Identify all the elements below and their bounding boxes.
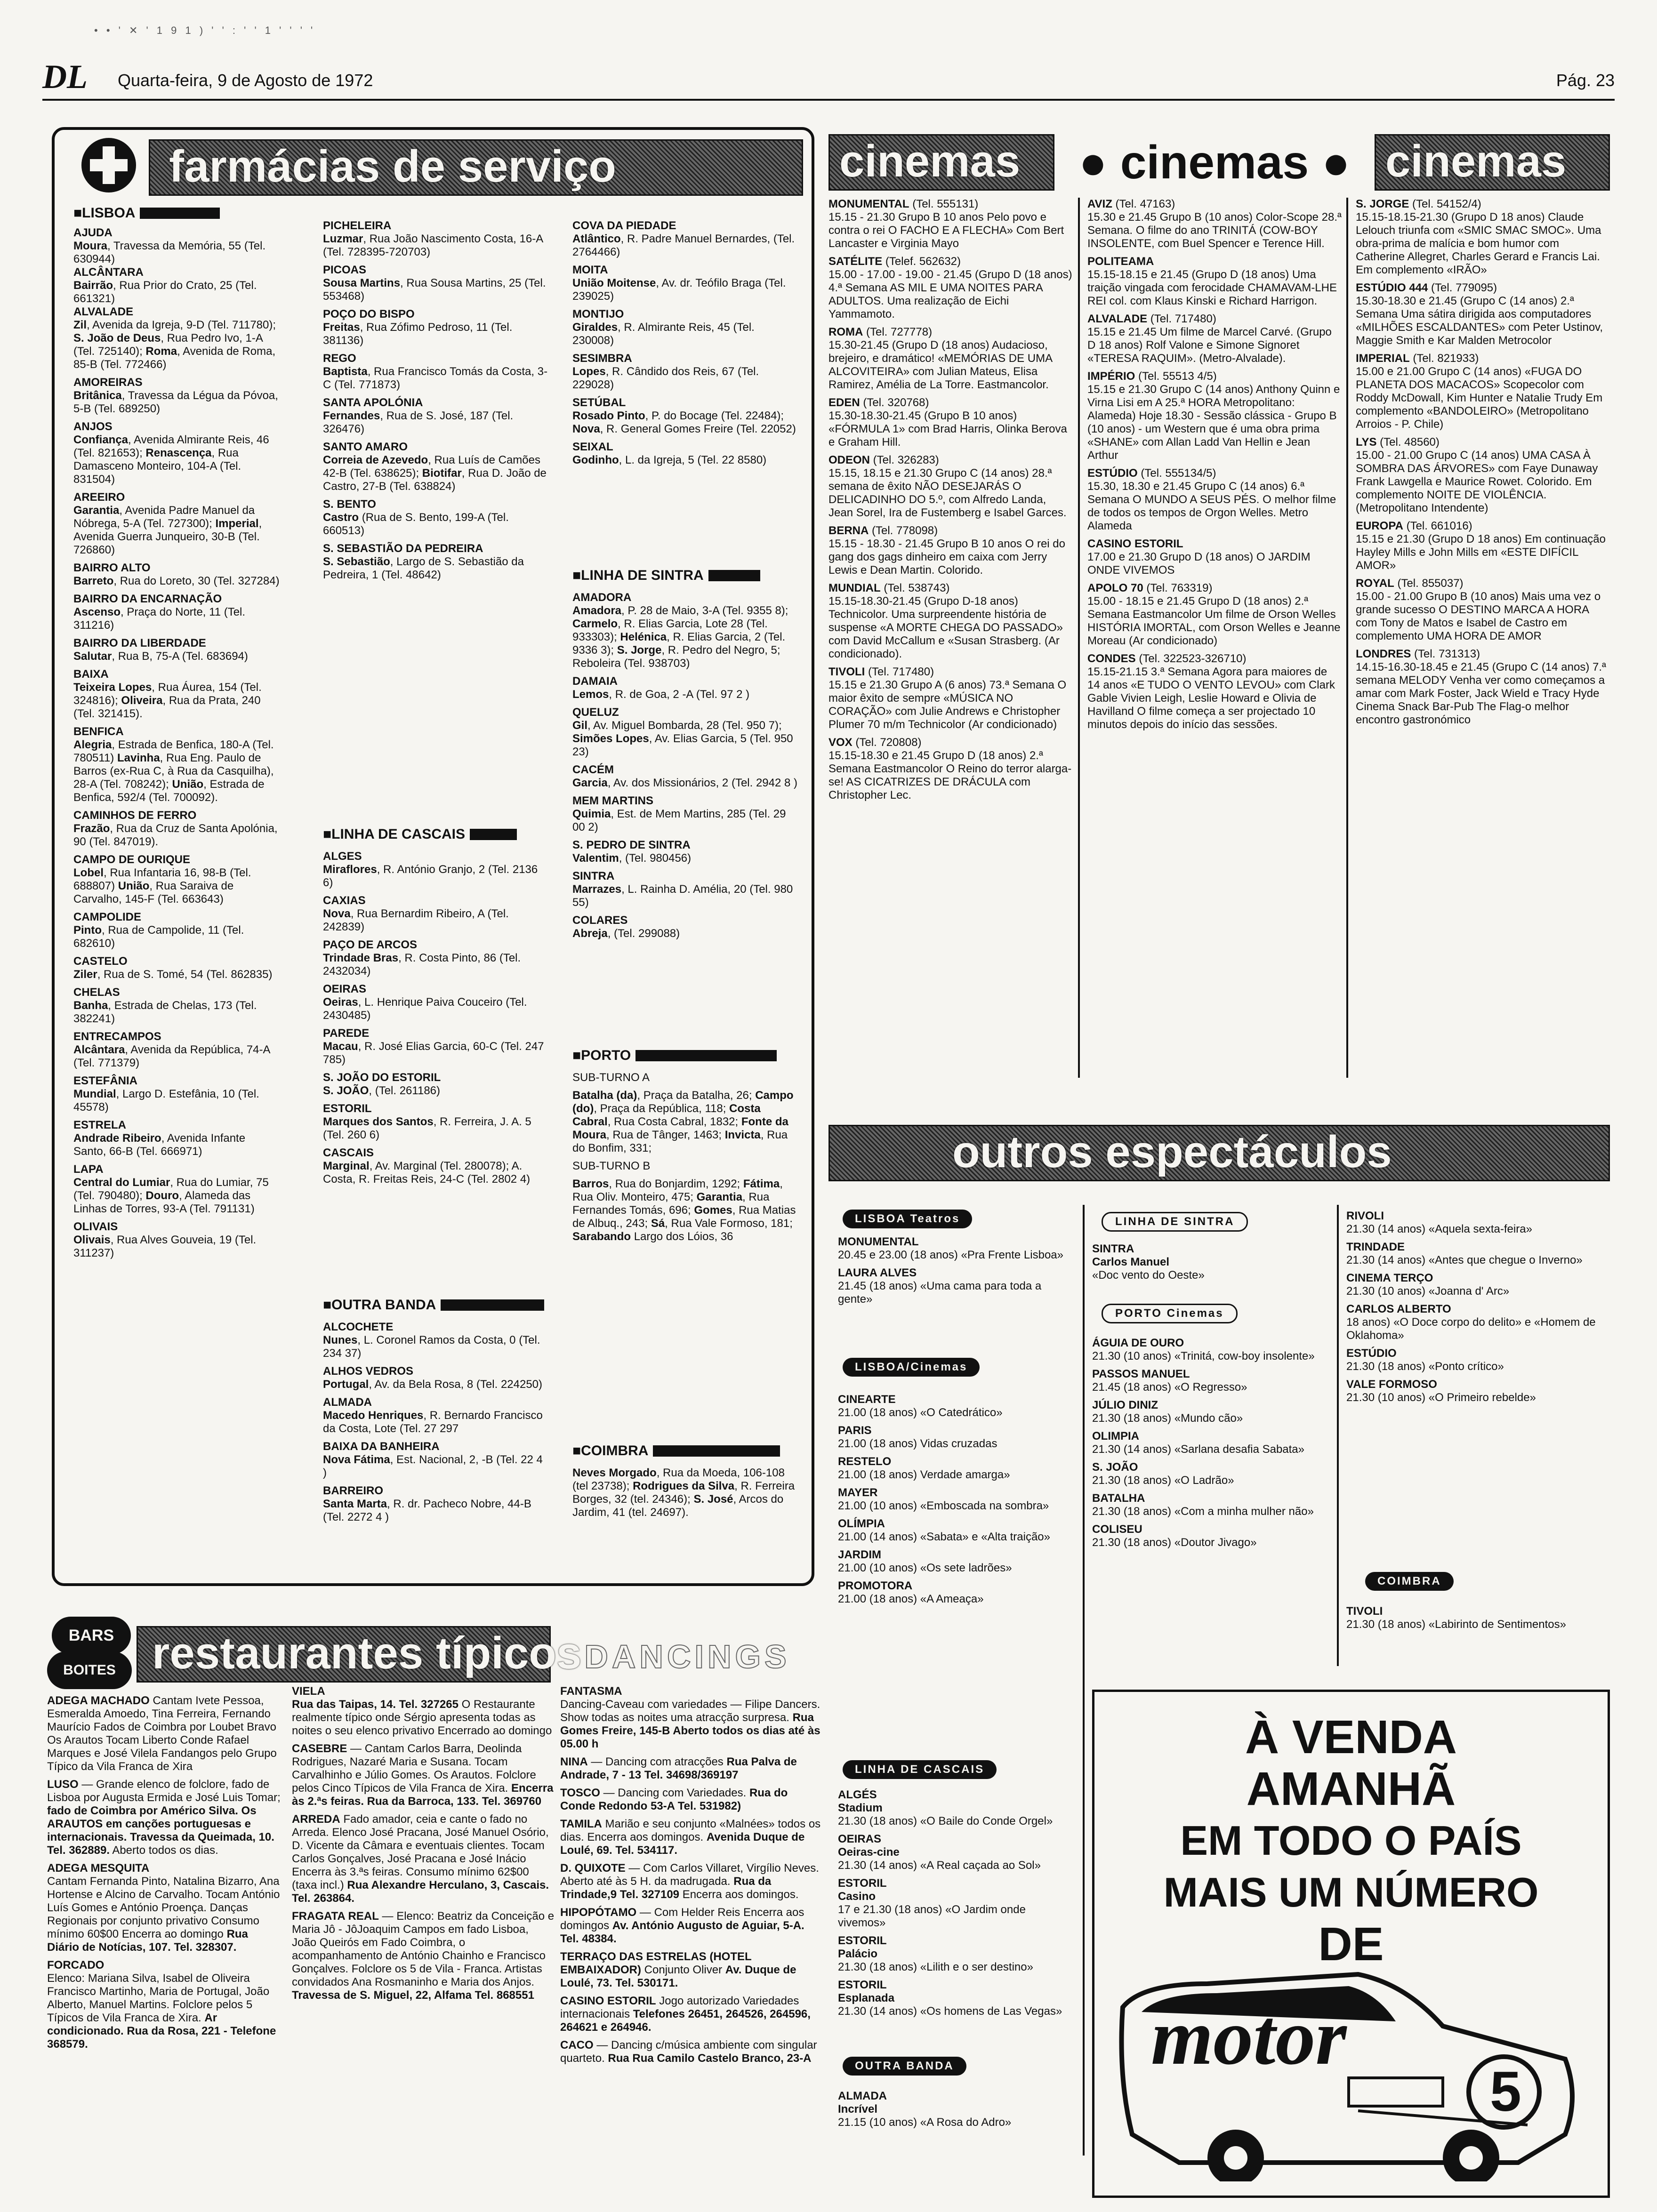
bars-col-1: ADEGA MACHADO Cantam Ivete Pessoa, Esmeralda Amoedo, Tina Ferreira, Fernando Maurício Fados de Coimbra por Loubet Bravo Os Arautos Tocam Liberto Conde Rafael Marques e José Vilela Fandangos pelo Grupo Típico da Vila Franca de Xira LUSO — Grande elenco de folclore, fado de Lisboa por Augusta Ermida e José Luis Tomar; fado de Coimbra por Américo Silva. Os ARAUTOS em canções portuguesas e internacionais. Travessa da Queimada, 10. Tel. 362889. Aberto todos os dias. ADEGA MESQUITA Cantam Fernanda Pinto, Natalina Bizarro, Ana Hortense e Alcino de Carvalho. Tocam António Luís Gomes e António Proença. Danças Regionais por conjunto privativo Consumo mínimo 60$00 Encerra ao domingo Rua Diário de Notícias, 107. Tel. 328307. FORCADO Elenco: Mariana Silva, Isabel de Oliveira Francisco Martinho, Maria de Portugal, João Alberto, Manuel Martins. Folclore pelos 5 Típicos de Vila Franca de Xira. Ar condicionado. Rua da Rosa, 221 - Telefone 368579. [47,1694,281,2051]
farmacias-col-3b: AMADORA Amadora, P. 28 de Maio, 3-A (Tel. 9355 8); Carmelo, R. Elias Garcia, Lote 28 (Tel. 933303); Helénica, R. Elias Garcia, 2 (Tel. 9336 3); S. Jorge, R. Pedro del Negro, 5; Reboleira (Tel. 938703) DAMAIA Lemos, R. de Goa, 2 -A (Tel. 97 2 ) QUELUZ Gil, Av. Miguel Bombarda, 28 (Tel. 950 7); Simões Lopes, Av. Elias Garcia, 5 (Tel. 950 23) CACÉM Garcia, Av. dos Missionários, 2 (Tel. 2942 8 ) MEM MARTINS Quimia, Est. de Mem Martins, 285 (Tel. 29 00 2) S. PEDRO DE SINTRA Valentim, (Tel. 980456) SINTRA Marrazes, L. Rainha D. Amélia, 20 (Tel. 980 55) COLARES Abreja, (Tel. 299088) [572,591,798,940]
pill-coimbra: COIMBRA [1365,1572,1454,1591]
page-date: Quarta-feira, 9 de Agosto de 1972 [118,71,373,90]
page-number: Pág. 23 [1556,71,1615,90]
red-cross-icon [73,135,144,196]
section-outra-banda: ■ OUTRA BANDA [323,1297,544,1313]
outros-col-1b: CINEARTE 21.00 (18 anos) «O Catedrático» PARIS 21.00 (18 anos) Vidas cruzadas RESTELO 21.00 (18 anos) Verdade amarga» MAYER 21.00 (10 anos) «Emboscada na sombra» OLÍMPIA 21.00 (14 anos) «Sabata» e «Alta traição» JARDIM 21.00 (10 anos) «Os sete ladrões» PROMOTORA 21.00 (18 anos) «A Ameaça» [838,1393,1050,1605]
cinemas-divider-2 [1346,198,1348,1078]
outros-col-2b: ÁGUIA DE OURO 21.30 (10 anos) «Trinitá, cow-boy insolente» PASSOS MANUEL 21.45 (18 anos) «O Regresso» JÚLIO DINIZ 21.30 (18 anos) «Mundo cão» OLIMPIA 21.30 (14 anos) «Sarlana desafia Sabata» S. JOÃO 21.30 (18 anos) «O Ladrão» BATALHA 21.30 (18 anos) «Com a minha mulher não» COLISEU 21.30 (18 anos) «Doutor Jivago» [1092,1337,1315,1549]
ad-line-4: MAIS UM NÚMERO [1163,1869,1539,1915]
cinemas-divider-1 [1078,198,1080,1078]
ad-line-3: EM TODO O PAÍS [1180,1817,1522,1864]
newspaper-logo: DL [42,58,88,96]
pill-lisboa-cinemas: LISBOA/Cinemas [843,1358,980,1377]
outros-banner [828,1125,1610,1181]
outros-col-1d: ALMADA Incrível 21.15 (10 anos) «A Rosa do Adro» [838,2090,1012,2129]
farmacias-col-3c: SUB-TURNO A Batalha (da), Praça da Batalha, 26; Campo (do), Praça da República, 118; Costa Cabral, Rua Costa Cabral, 1832; Fonte da Moura, Rua de Tânger, 1463; Invicta, Rua do Bonfim, 331; SUB-TURNO B Barros, Rua do Bonjardim, 1292; Fátima, Rua Oliv. Monteiro, 475; Garantia, Rua Fernandes Tomás, 696; Gomes, Rua Matias de Albuq., 243; Sá, Rua Vale Formoso, 181; Sarabando Largo dos Lóios, 36 [572,1071,796,1243]
outros-col-2a: SINTRA Carlos Manuel «Doc vento do Oeste» [1092,1242,1205,1282]
motor-brand-text: motor [1151,1993,1347,2081]
cinemas-col-2: AVIZ (Tel. 47163) 15.30 e 21.45 Grupo B (10 anos) Color-Scope 28.ª Semana. O filme do ano TRINITÁ (COW-BOY INSOLENTE, com Buel Spencer e Terence Hill. POLITEAMA 15.15-18.15 e 21.45 (Grupo D (18 anos) Uma traição vingada com ferocidade CHAMAVAM-LHE REI col. com Klaus Kinski e Richard Harrigon. ALVALADE (Tel. 717480) 15.15 e 21.45 Um filme de Marcel Carvé. (Grupo D 18 anos) Rolf Valone e Simone Signoret «TERESA RAQUIM». (Metro-Alvalade). IMPÉRIO (Tel. 55513 4/5) 15.15 e 21.30 Grupo C (14 anos) Anthony Quinn e Virna Lisi em A 25.ª HORA Metropolitano: Alameda) Hoje 18.30 - Sessão clássica - Grupo B (10 anos) - um Western que é uma obra prima «SHANE» com Allan Ladd Van Hellin e Jean Arthur ESTÚDIO (Tel. 555134/5) 15.30, 18.30 e 21.45 Grupo C (14 anos) 6.ª Semana O MUNDO A SEUS PÉS. O melhor filme de todos os tempos de Orgon Welles. Metro Alameda CASINO ESTORIL 17.00 e 21.30 Grupo D (18 anos) O JARDIM ONDE VIVEMOS APOLO 70 (Tel. 763319) 15.00 - 18.15 e 21.45 Grupo D (18 anos) 2.ª Semana Eastmancolor Um filme de Orson Welles HISTÓRIA IMORTAL, com Orson Welles e Jeanne Moreau (Ar condicionado) CONDES (Tel. 322523-326710) 15.15-21.15 3.ª Semana Agora para maiores de 14 anos «E TUDO O VENTO LEVOU» com Clark Gable Vivien Leigh, Leslie Howard e Olivia de Havilland O filme começa a ser projectado 10 minutos depois do início das sessões. [1087,198,1342,731]
pill-sintra: LINHA DE SINTRA [1102,1212,1248,1232]
outros-title: outros espectáculos [952,1127,1392,1177]
outros-col-3b: TIVOLI 21.30 (18 anos) «Labirinto de Sentimentos» [1346,1605,1566,1631]
farmacias-col-2c: ALCOCHETE Nunes, L. Coronel Ramos da Costa, 0 (Tel. 234 37) ALHOS VEDROS Portugal, Av. da Bela Rosa, 8 (Tel. 224250) ALMADA Macedo Henriques, R. Bernardo Francisco da Costa, Lote (Tel. 27 297 BAIXA DA BANHEIRA Nova Fátima, Est. Nacional, 2, -B (Tel. 22 4 ) BARREIRO Santa Marta, R. dr. Pacheco Nobre, 44-B (Tel. 2272 4 ) [323,1321,543,1523]
bars-label: BARS [52,1617,131,1654]
restaurantes-banner [137,1626,582,1683]
farmacias-col-1: AJUDA Moura, Travessa da Memória, 55 (Tel. 630944) ALCÂNTARA Bairrão, Rua Prior do Crato, 25 (Tel. 661321) ALVALADE Zil, Avenida da Igreja, 9-D (Tel. 711780); S. João de Deus, Rua Pedro Ivo, 1-A (Tel. 725140); Roma, Avenida de Roma, 85-B (Tel. 772466) AMOREIRAS Britânica, Travessa da Légua da Póvoa, 5-B (Tel. 689250) ANJOS Confiança, Avenida Almirante Reis, 46 (Tel. 821653); Renascença, Rua Damasceno Monteiro, 104-A (Tel. 831504) AREEIRO Garantia, Avenida Padre Manuel da Nóbrega, 5-A (Tel. 727300); Imperial, Avenida Guerra Junqueiro, 30-B (Tel. 726860) BAIRRO ALTO Barreto, Rua do Loreto, 30 (Tel. 327284) BAIRRO DA ENCARNAÇÃO Ascenso, Praça do Norte, 11 (Tel. 311216) BAIRRO DA LIBERDADE Salutar, Rua B, 75-A (Tel. 683694) BAIXA Teixeira Lopes, Rua Áurea, 154 (Tel. 324816); Oliveira, Rua da Prata, 240 (Tel. 321415). BENFICA Alegria, Estrada de Benfica, 180-A (Tel. 780511) Lavinha, Rua Eng. Paulo de Barros (ex-Rua C, à Rua da Casquilha), 28-A (Tel. 708242); União, Estrada de Benfica, 592/4 (Tel. 700092). CAMINHOS DE FERRO Frazão, Rua da Cruz de Santa Apolónia, 90 (Tel. 847019). CAMPO DE OURIQUE Lobel, Rua Infantaria 16, 98-B (Tel. 688807) União, Rua Saraiva de Carvalho, 145-F (Tel. 663643) CAMPOLIDE Pinto, Rua de Campolide, 11 (Tel. 682610) CASTELO Ziler, Rua de S. Tomé, 54 (Tel. 862835) CHELAS Banha, Estrada de Chelas, 173 (Tel. 382241) ENTRECAMPOS Alcântara, Avenida da República, 74-A (Tel. 771379) ESTEFÂNIA Mundial, Largo D. Estefânia, 10 (Tel. 45578) ESTRELA Andrade Ribeiro, Avenida Infante Santo, 66-B (Tel. 666971) LAPA Central do Lumiar, Rua do Lumiar, 75 (Tel. 790480); Douro, Alameda das Linhas de Torres, 93-A (Tel. 791131) OLIVAIS Olivais, Rua Alves Gouveia, 19 (Tel. 311237) [73,226,280,1259]
rally-car-illustration [1113,1956,1584,2181]
pill-outra-banda: OUTRA BANDA [843,2057,966,2076]
boites-label: BOITES [47,1651,132,1689]
scan-marks: • • ' ✕ ' 1 9 1 ) ' ' : ' ' 1 ' ' ' ' [94,24,316,36]
outros-divider-2 [1337,1205,1339,1666]
bars-badge [47,1617,132,1687]
outros-col-3a: RIVOLI 21.30 (14 anos) «Aquela sexta-feira» TRINDADE 21.30 (14 anos) «Antes que chegue o Inverno» CINEMA TERÇO 21.30 (10 anos) «Joanna d' Arc» CARLOS ALBERTO 18 anos) «O Doce corpo do delito» e «Homem de Oklahoma» ESTÚDIO 21.30 (18 anos) «Ponto crítico» VALE FORMOSO 21.30 (10 anos) «O Primeiro rebelde» [1346,1210,1596,1404]
dancings-label: DANCINGS [584,1638,790,1675]
cinemas-col-1: MONUMENTAL (Tel. 555131) 15.15 - 21.30 Grupo B 10 anos Pelo povo e contra o rei O FACHO E A FLECHA» Com Bert Lancaster e Virginia Mayo SATÉLITE (Telef. 562632) 15.00 - 17.00 - 19.00 - 21.45 (Grupo D (18 anos) 4.ª Semana AS MIL E UMA NOITES PARA ADULTOS. Uma realização de Eichi Yammamoto. ROMA (Tel. 727778) 15.30-21.45 (Grupo D (18 anos) Audacioso, brejeiro, e dramático! «MEMÓRIAS DE UMA ALCOVITEIRA» com Julian Mateus, Elisa Ramirez, Amélia de La Torre. Eastmancolor. EDEN (Tel. 320768) 15.30-18.30-21.45 (Grupo B 10 anos) «FÓRMULA 1» com Brad Harris, Olinka Berova e Graham Hill. ODEON (Tel. 326283) 15.15, 18.15 e 21.30 Grupo C (14 anos) 28.ª semana de êxito NÃO DESEJARÁS O DELICADINHO DO 5.º, com Alfredo Landa, Jean Sorel, Ira de Fustemberg e Isabel Garces. BERNA (Tel. 778098) 15.15 - 18.30 - 21.45 Grupo B 10 anos O rei do gang dos gags dinheiro em caixa com Jerry Lewis e Dean Martin. Colorido. MUNDIAL (Tel. 538743) 15.15-18.30-21.45 (Grupo D-18 anos) Technicolor. Uma surpreendente história de suspense «A MORTE CHEGA DO PASSADO» com David McCallum e «Susan Strasberg. (Ar condicionado). TIVOLI (Tel. 717480) 15.15 e 21.30 Grupo A (6 anos) 73.ª Semana O maior êxito de sempre «MÚSICA NO CORAÇÃO» com Julie Andrews e Christopher Plumer 70 m/m Technicolor (Ar condicionado) VOX (Tel. 720808) 15.15-18.30 e 21.45 Grupo D (18 anos) 2.ª Semana Eastmancolor O Reino do terror alarga-se! AS CICATRIZES DE DRÁCULA com Christopher Lec. [828,198,1072,801]
restaurantes-title: restaurantes típicos [152,1628,582,1678]
outros-divider-1 [1083,1205,1085,2156]
farmacias-col-3d: Neves Morgado, Rua da Moeda, 106-108 (tel 23738); Rodrigues da Silva, R. Ferreira Borges, 32 (tel. 24346); S. José, Arcos do Jardim, 41 (tel. 24697). [572,1467,795,1519]
outros-col-1a: MONUMENTAL 20.45 e 23.00 (18 anos) «Pra Frente Lisboa» LAURA ALVES 21.45 (18 anos) «Uma cama para toda a gente» [838,1235,1063,1306]
outros-col-1c: ALGÉS Stadium 21.30 (18 anos) «O Baile do Conde Orgel» OEIRAS Oeiras-cine 21.30 (14 anos) «A Real caçada ao Sol» ESTORIL Casino 17 e 21.30 (18 anos) «O Jardim onde vivemos» ESTORIL Palácio 21.30 (18 anos) «Lilith e o ser destino» ESTORIL Esplanada 21.30 (14 anos) «Os homens de Las Vegas» [838,1788,1062,2018]
pill-lisboa-teatros: LISBOA Teatros [843,1210,972,1228]
farmacias-col-3a: COVA DA PIEDADE Atlântico, R. Padre Manuel Bernardes, (Tel. 2764466) MOITA União Moitense, Av. dr. Teófilo Braga (Tel. 239025) MONTIJO Giraldes, R. Almirante Reis, 45 (Tel. 230008) SESIMBRA Lopes, R. Cândido dos Reis, 67 (Tel. 229028) SETÚBAL Rosado Pinto, P. do Bocage (Tel. 22484); Nova, R. General Gomes Freire (Tel. 22052) SEIXAL Godinho, L. da Igreja, 5 (Tel. 22 8580) [572,219,796,466]
motor-advert [1092,1690,1610,2198]
bars-col-3: FANTASMA Dancing-Caveau com variedades — Filipe Dancers. Show todas as noites uma atracção surpresa. Rua Gomes Freire, 145-B Aberto todos os dias até às 05.00 h NINA — Dancing com atracções Rua Palva de Andrade, 7 - 13 Tel. 34698/369197 TOSCO — Dancing com Variedades. Rua do Conde Redondo 53-A Tel. 531982) TAMILA Marião e seu conjunto «Malnées» todos os dias. Encerra aos domingos. Avenida Duque de Loulé, 69. Tel. 534117. D. QUIXOTE — Com Carlos Villaret, Virgílio Neves. Aberto até às 5 H. da madrugada. Rua da Trindade,9 Tel. 327109 Encerra aos domingos. HIPOPÓTAMO — Com Helder Reis Encerra aos domingos Av. António Augusto de Aguiar, 5-A. Tel. 48384. TERRAÇO DAS ESTRELAS (HOTEL EMBAIXADOR) Conjunto Oliver Av. Duque de Loulé, 73. Tel. 530171. CASINO ESTORIL Jogo autorizado Variedades internacionais Telefones 26451, 264526, 264596, 264621 e 264946. CACO — Dancing c/música ambiente com singular quarteto. Rua Rua Camilo Castelo Branco, 23-A [560,1685,821,2065]
farmacias-box [52,127,814,1586]
section-sintra: ■ LINHA DE SINTRA [572,568,760,584]
section-coimbra: ■ COIMBRA [572,1443,780,1459]
car-number: 5 [1490,2060,1521,2123]
section-cascais: ■ LINHA DE CASCAIS [323,826,517,842]
pill-cascais: LINHA DE CASCAIS [843,1760,997,1779]
farmacias-banner [149,139,803,196]
section-lisboa: ■ LISBOA [73,205,220,221]
farmacias-col-2a: PICHELEIRA Luzmar, Rua João Nascimento Costa, 16-A (Tel. 728395-720703) PICOAS Sousa Martins, Rua Sousa Martins, 25 (Tel. 553468) POÇO DO BISPO Freitas, Rua Zófimo Pedroso, 11 (Tel. 381136) REGO Baptista, Rua Francisco Tomás da Costa, 3-C (Tel. 771873) SANTA APOLÓNIA Fernandes, Rua de S. José, 187 (Tel. 326476) SANTO AMARO Correia de Azevedo, Rua Luís de Camões 42-B (Tel. 638625); Biotifar, Rua D. João de Castro, 27-B (Tel. 638824) S. BENTO Castro (Rua de S. Bento, 199-A (Tel. 660513) S. SEBASTIÃO DA PEDREIRA S. Sebastião, Largo de S. Sebastião da Pedreira, 1 (Tel. 48642) [323,219,548,581]
cinemas-title: ● cinemas ● [1078,136,1351,189]
farmacias-col-2b: ALGES Miraflores, R. António Granjo, 2 (Tel. 2136 6) CAXIAS Nova, Rua Bernardim Ribeiro, A (Tel. 242839) PAÇO DE ARCOS Trindade Bras, R. Costa Pinto, 86 (Tel. 2432034) OEIRAS Oeiras, L. Henrique Paiva Couceiro (Tel. 2430485) PAREDE Macau, R. José Elias Garcia, 60-C (Tel. 247 785) S. JOÃO DO ESTORIL S. JOÃO, (Tel. 261186) ESTORIL Marques dos Santos, R. Ferreira, J. A. 5 (Tel. 260 6) CASCAIS Marginal, Av. Marginal (Tel. 280078); A. Costa, R. Freitas Reis, 24-C (Tel. 2802 4) [323,850,544,1186]
farmacias-title: farmácias de serviço [169,141,616,192]
cinemas-banner: cinemas ● cinemas ● cinemas [828,134,1610,191]
section-porto: ■ PORTO [572,1048,777,1064]
header-rule [42,99,1615,101]
page-header [42,58,1615,96]
bars-col-2: VIELA Rua das Taipas, 14. Tel. 327265 O Restaurante realmente típico onde Sérgio apresenta todas as noites o seu elenco privativo Encerrado ao domingo CASEBRE — Cantam Carlos Barra, Deolinda Rodrigues, Nazaré Maria e Susana. Tocam Carvalhinho e Júlio Gomes. Os Arautos. Folclore pelos Cinco Típicos de Vila Franca de Xira. Encerra às 2.ªs feiras. Rua da Barroca, 133. Tel. 369760 ARREDA Fado amador, ceia e cante o fado no Arreda. Elenco José Pracana, José Manuel Osório, D. Vicente da Câmara e eventuais clientes. Tocam Carlos Gonçalves, José Pracana e José Inácio Encerra às 3.ªs feiras. Consumo mínimo 62$00 (taxa incl.) Rua Alexandre Herculano, 3, Cascais. Tel. 263864. FRAGATA REAL — Elenco: Beatriz da Conceição e Maria Jô - JôJoaquim Campos em fado Lisboa, João Queirós em Fado Coimbra, o acompanhamento de António Chainho e Francisco Gonçalves. Folclore os 5 de Vila - Franca. Artistas convidados Ana Rosmaninho e Maria dos Anjos. Travessa de S. Miguel, 22, Alfama Tel. 868551 [292,1685,555,2002]
ad-line-5: DE [1318,1918,1384,1971]
pill-porto: PORTO Cinemas [1102,1304,1238,1323]
ad-line-1: À VENDA [1245,1711,1457,1763]
ad-line-2: AMANHÃ [1246,1763,1456,1815]
cinemas-col-3: S. JORGE (Tel. 54152/4) 15.15-18.15-21.30 (Grupo D 18 anos) Claude Lelouch triunfa com «SMIC SMAC SMOC». Uma obra-prima de malícia e bom humor com Catherine Allegret, Charles Gerard e Francis Lai. Em complemento «IRÃO» ESTÚDIO 444 (Tel. 779095) 15.30-18.30 e 21.45 (Grupo C (14 anos) 2.ª Semana Uma sátira dirigida aos computadores «MILHÕES ESCALDANTES» com Peter Ustinov, Maggie Smith e Kar Malden Metrocolor IMPERIAL (Tel. 821933) 15.00 e 21.00 Grupo C (14 anos) «FUGA DO PLANETA DOS MACACOS» Scopecolor com Roddy McDowall, Kim Hunter e Natalie Trudy Em complemento «BANDOLEIRO» (Metropolitano Arroios - P. Chile) LYS (Tel. 48560) 15.00 - 21.00 Grupo C (14 anos) UMA CASA À SOMBRA DAS ÁRVORES» com Faye Dunaway Frank Lawgella e Maurice Rowet. Colorido. Em complemento NOITE DE VIOLÊNCIA. (Metropolitano Intendente) EUROPA (Tel. 661016) 15.15 e 21.30 (Grupo D 18 anos) Em continuação Hayley Mills e John Mills em «ESTE DIFÍCIL AMOR» ROYAL (Tel. 855037) 15.00 - 21.00 Grupo B (10 anos) Mais uma vez o grande sucesso O DESTINO MARCA A HORA com Tony de Matos e Isabel de Castro em complemento UMA HORA DE AMOR LONDRES (Tel. 731313) 14.15-16.30-18.45 e 21.45 (Grupo C (14 anos) 7.ª semana MELODY Venha ver como começamos a amar com Mark Foster, Jack Wield e Tracy Hyde Cinema Snack Bar-Pub The Flag-o melhor encontro gastronómico [1356,198,1606,726]
